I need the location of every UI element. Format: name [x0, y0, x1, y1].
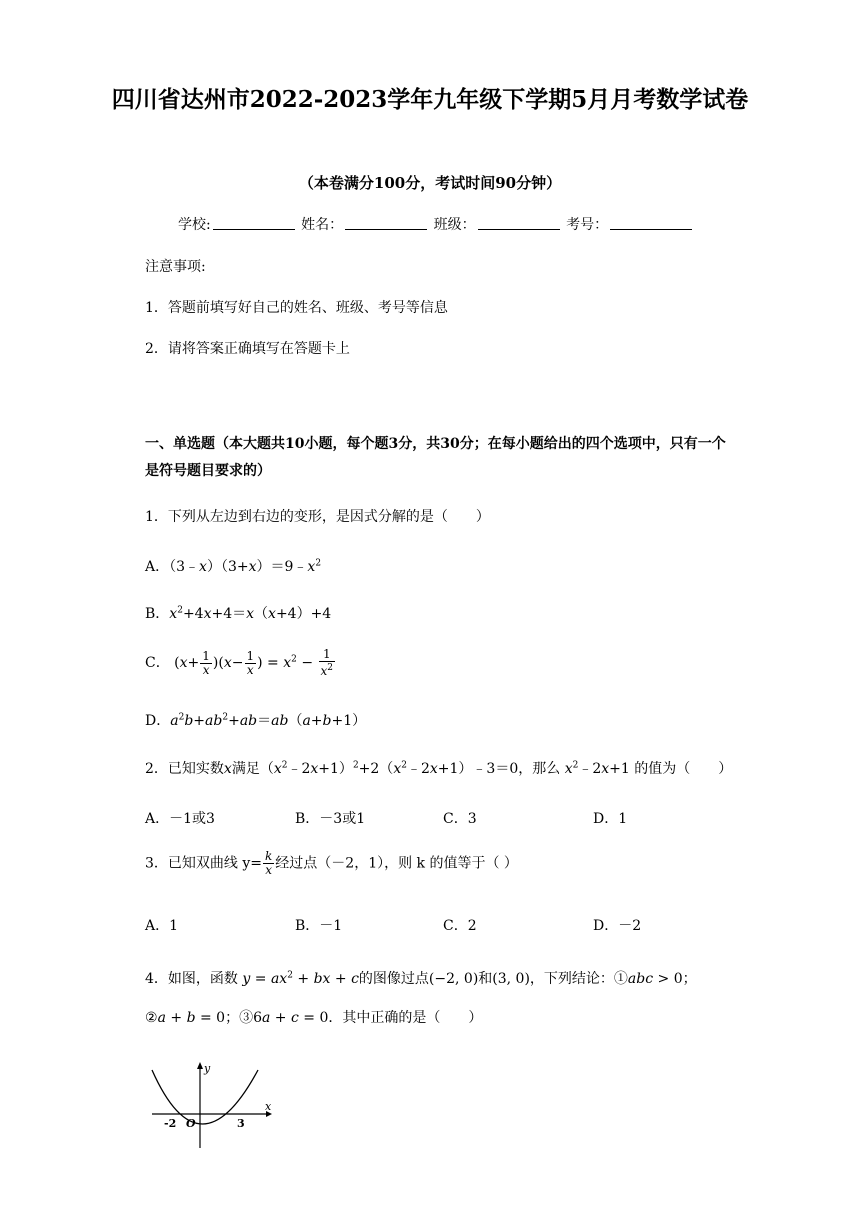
q4-stem-line1: 4．如图，函数 $y = ax^2$ + bx + c的图像过点(−2, 0)和(3, 0)，下列结论：①abc > 0； — [145, 970, 697, 987]
q1-option-b: B．$x^2+4x+4=x(x+4)+4$ — [145, 605, 332, 622]
q4-line2-c: ．其中正确的是（ ） — [328, 1010, 483, 1026]
parabola-curve — [152, 1070, 258, 1124]
q2-option-d: D．1 — [593, 811, 628, 827]
name-label: 姓名： — [301, 217, 344, 233]
q2-option-a: A．－1或3 — [145, 811, 215, 827]
note-item-1: 1．答题前填写好自己的姓名、班级、考号等信息 — [145, 300, 448, 316]
right-root-label: 3 — [237, 1117, 245, 1130]
q1-b-label: B． — [145, 606, 170, 622]
note-item-2: 2．请将答案正确填写在答题卡上 — [145, 341, 350, 357]
q3-suffix: 经过点（－2，1），则 k 的值等于（ ） — [275, 855, 518, 872]
q3-option-b: B．－1 — [295, 918, 343, 934]
x-axis-label: x — [265, 1100, 272, 1113]
q4-line2-a: ② — [145, 1010, 158, 1026]
q4-mid2: 和 — [478, 971, 493, 987]
q3-stem: 3．已知双曲线 y= $\frac{k}{x}$ 经过点（－2，1），则 k 的值等于（ ） — [145, 849, 518, 877]
class-label: 班级： — [433, 217, 476, 233]
parabola-graph — [148, 1060, 278, 1152]
q3-option-c: C．2 — [443, 918, 477, 934]
q2-options — [145, 808, 745, 828]
q3-prefix: 3．已知双曲线 y= — [145, 855, 262, 872]
q4-mid: 的图像过点 — [358, 971, 429, 987]
exam-title: 四川省达州市2022-2023学年九年级下学期5月月考数学试卷 — [111, 86, 749, 113]
q1-a-label: A． — [145, 559, 170, 575]
school-blank[interactable] — [213, 217, 295, 230]
q4-prefix: 4．如图，函数 — [145, 971, 238, 987]
section-1-heading: 一、单选题（本大题共10小题，每个题3分，共30分；在每小题给出的四个选项中，只有一个是符号题目要求的） — [145, 436, 726, 479]
q1-c-label: C． — [145, 655, 170, 671]
q2-option-b: B．－3或1 — [295, 811, 366, 827]
name-blank[interactable] — [345, 217, 427, 230]
q2-stem: 2．已知实数x满足$(x^2﹣2x+1)^2+2(x^2﹣2x+1)﹣3=0$，那么 $x^2﹣2x+1$ 的值为（ ） — [145, 760, 733, 777]
q3-options — [145, 915, 745, 935]
q2-mid: 满足（ — [231, 761, 274, 777]
class-blank[interactable] — [478, 217, 560, 230]
y-axis-arrow — [197, 1062, 203, 1069]
q1-stem: 1．下列从左边到右边的变形，是因式分解的是（ ） — [145, 509, 490, 525]
q4-stem-line2: ②a + b = 0；③6a + c = 0．其中正确的是（ ） — [145, 1010, 483, 1026]
y-axis-label: y — [204, 1062, 211, 1075]
q2-prefix: 2．已知实数 — [145, 761, 224, 777]
q3-option-a: A．1 — [145, 918, 179, 934]
q4-mid3: ，下列结论：① — [529, 971, 628, 987]
q1-d-label: D． — [145, 713, 171, 729]
q4-line2-b: ；③ — [225, 1010, 254, 1026]
school-label: 学校: — [178, 217, 211, 233]
q2-option-c: C．3 — [443, 811, 477, 827]
q2-tail: 的值为（ ） — [634, 761, 733, 777]
q1-option-a: A．$(3﹣x)(3+x)=9﹣x^2$ — [145, 558, 322, 575]
q3-option-d: D．－2 — [593, 918, 642, 934]
notes-heading: 注意事项: — [145, 259, 206, 275]
student-info-row — [178, 214, 694, 234]
number-label: 考号： — [566, 217, 609, 233]
q1-option-d: D．$a^2b+ab^2+ab=ab(a+b+1)$ — [145, 712, 367, 729]
number-blank[interactable] — [610, 217, 692, 230]
origin-label: O — [186, 1117, 196, 1130]
exam-subtitle: （本卷满分100分，考试时间90分钟） — [298, 174, 562, 192]
q1-option-c: C． (x+ $\frac{1}{x}$ )(x− $\frac{1}{x}$ ) = $x^2$ − $\frac{1}{x^2}$ — [145, 647, 334, 678]
left-root-label: -2 — [164, 1117, 177, 1130]
